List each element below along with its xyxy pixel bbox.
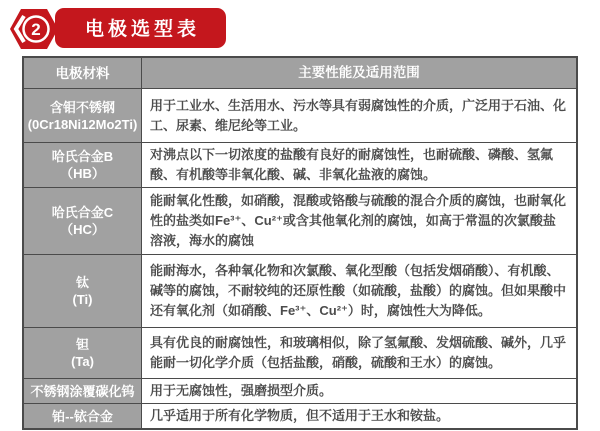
table-row [24, 327, 576, 378]
material-spec: （HB） [60, 166, 105, 181]
material-name: 钽 [75, 337, 89, 352]
electrode-selection-table [22, 56, 578, 430]
material-spec: (Ta) [71, 354, 94, 369]
material-spec: (0Cr18Ni12Mo2Ti) [27, 116, 138, 132]
material-cell [24, 379, 142, 403]
material-name: 哈氏合金B [51, 149, 114, 164]
material-name: 钛 [75, 275, 89, 290]
description-cell: 具有优良的耐腐蚀性，和玻璃相似，除了氢氟酸、发烟硫酸、碱外，几乎能耐一切化学介质（包括盐酸，硝酸，硫酸和王水）的腐蚀。 [150, 335, 567, 370]
material-cell [24, 89, 142, 142]
description-cell: 几乎适用于所有化学物质，但不适用于王水和铵盐。 [150, 408, 450, 423]
material-cell [24, 188, 142, 254]
table-row [24, 187, 576, 254]
description-cell: 能耐海水，各种氧化物和次氯酸、氧化型酸（包括发烟硝酸）、有机酸、碱等的腐蚀，不耐较纯的还原性酸（如硫酸，盐酸）的腐蚀。但如果酸中还有氧化剂（如硝酸、Fe³⁺、Cu²⁺）时，腐蚀性大为降低。 [150, 263, 567, 318]
material-cell [24, 255, 142, 327]
description-cell: 能耐氧化性酸，如硝酸，混酸或铬酸与硫酸的混合介质的腐蚀，也耐氧化性的盐类如Fe³⁺、Cu²⁺或含其他氧化剂的腐蚀，如高于常温的次氯酸盐溶液，海水的腐蚀 [150, 193, 567, 248]
header-material: 电极材料 [24, 58, 142, 88]
table-row [24, 254, 576, 327]
badge-number: 2 [31, 19, 41, 39]
header-performance: 主要性能及适用范围 [142, 58, 576, 88]
title-bar [8, 5, 226, 53]
description-cell: 用于工业水、生活用水、污水等具有弱腐蚀性的介质，广泛用于石油、化工、尿素、维尼纶等工业。 [150, 97, 567, 133]
page-title: 电极选型表 [55, 8, 226, 48]
table-row [24, 378, 576, 403]
material-name: 哈氏合金C [51, 205, 114, 220]
material-cell [24, 328, 142, 378]
section-number-badge [8, 6, 58, 52]
table-header-row [24, 58, 576, 88]
material-spec: （HC） [60, 222, 105, 237]
table-row [24, 403, 576, 428]
material-cell [24, 143, 142, 187]
description-cell: 用于无腐蚀性，强磨损型介质。 [150, 383, 333, 398]
description-cell: 对沸点以下一切浓度的盐酸有良好的耐腐蚀性，也耐硫酸、磷酸、氢氟酸、有机酸等非氧化酸、碱、非氧化盐液的腐蚀。 [150, 147, 554, 182]
table-row [24, 88, 576, 142]
table-row [24, 142, 576, 187]
material-name: 铂--铱合金 [52, 408, 113, 424]
material-name: 不锈钢涂覆碳化钨 [30, 383, 135, 399]
material-cell [24, 404, 142, 428]
material-spec: (Ti) [72, 292, 93, 307]
material-name: 含钼不锈钢 [49, 99, 115, 115]
